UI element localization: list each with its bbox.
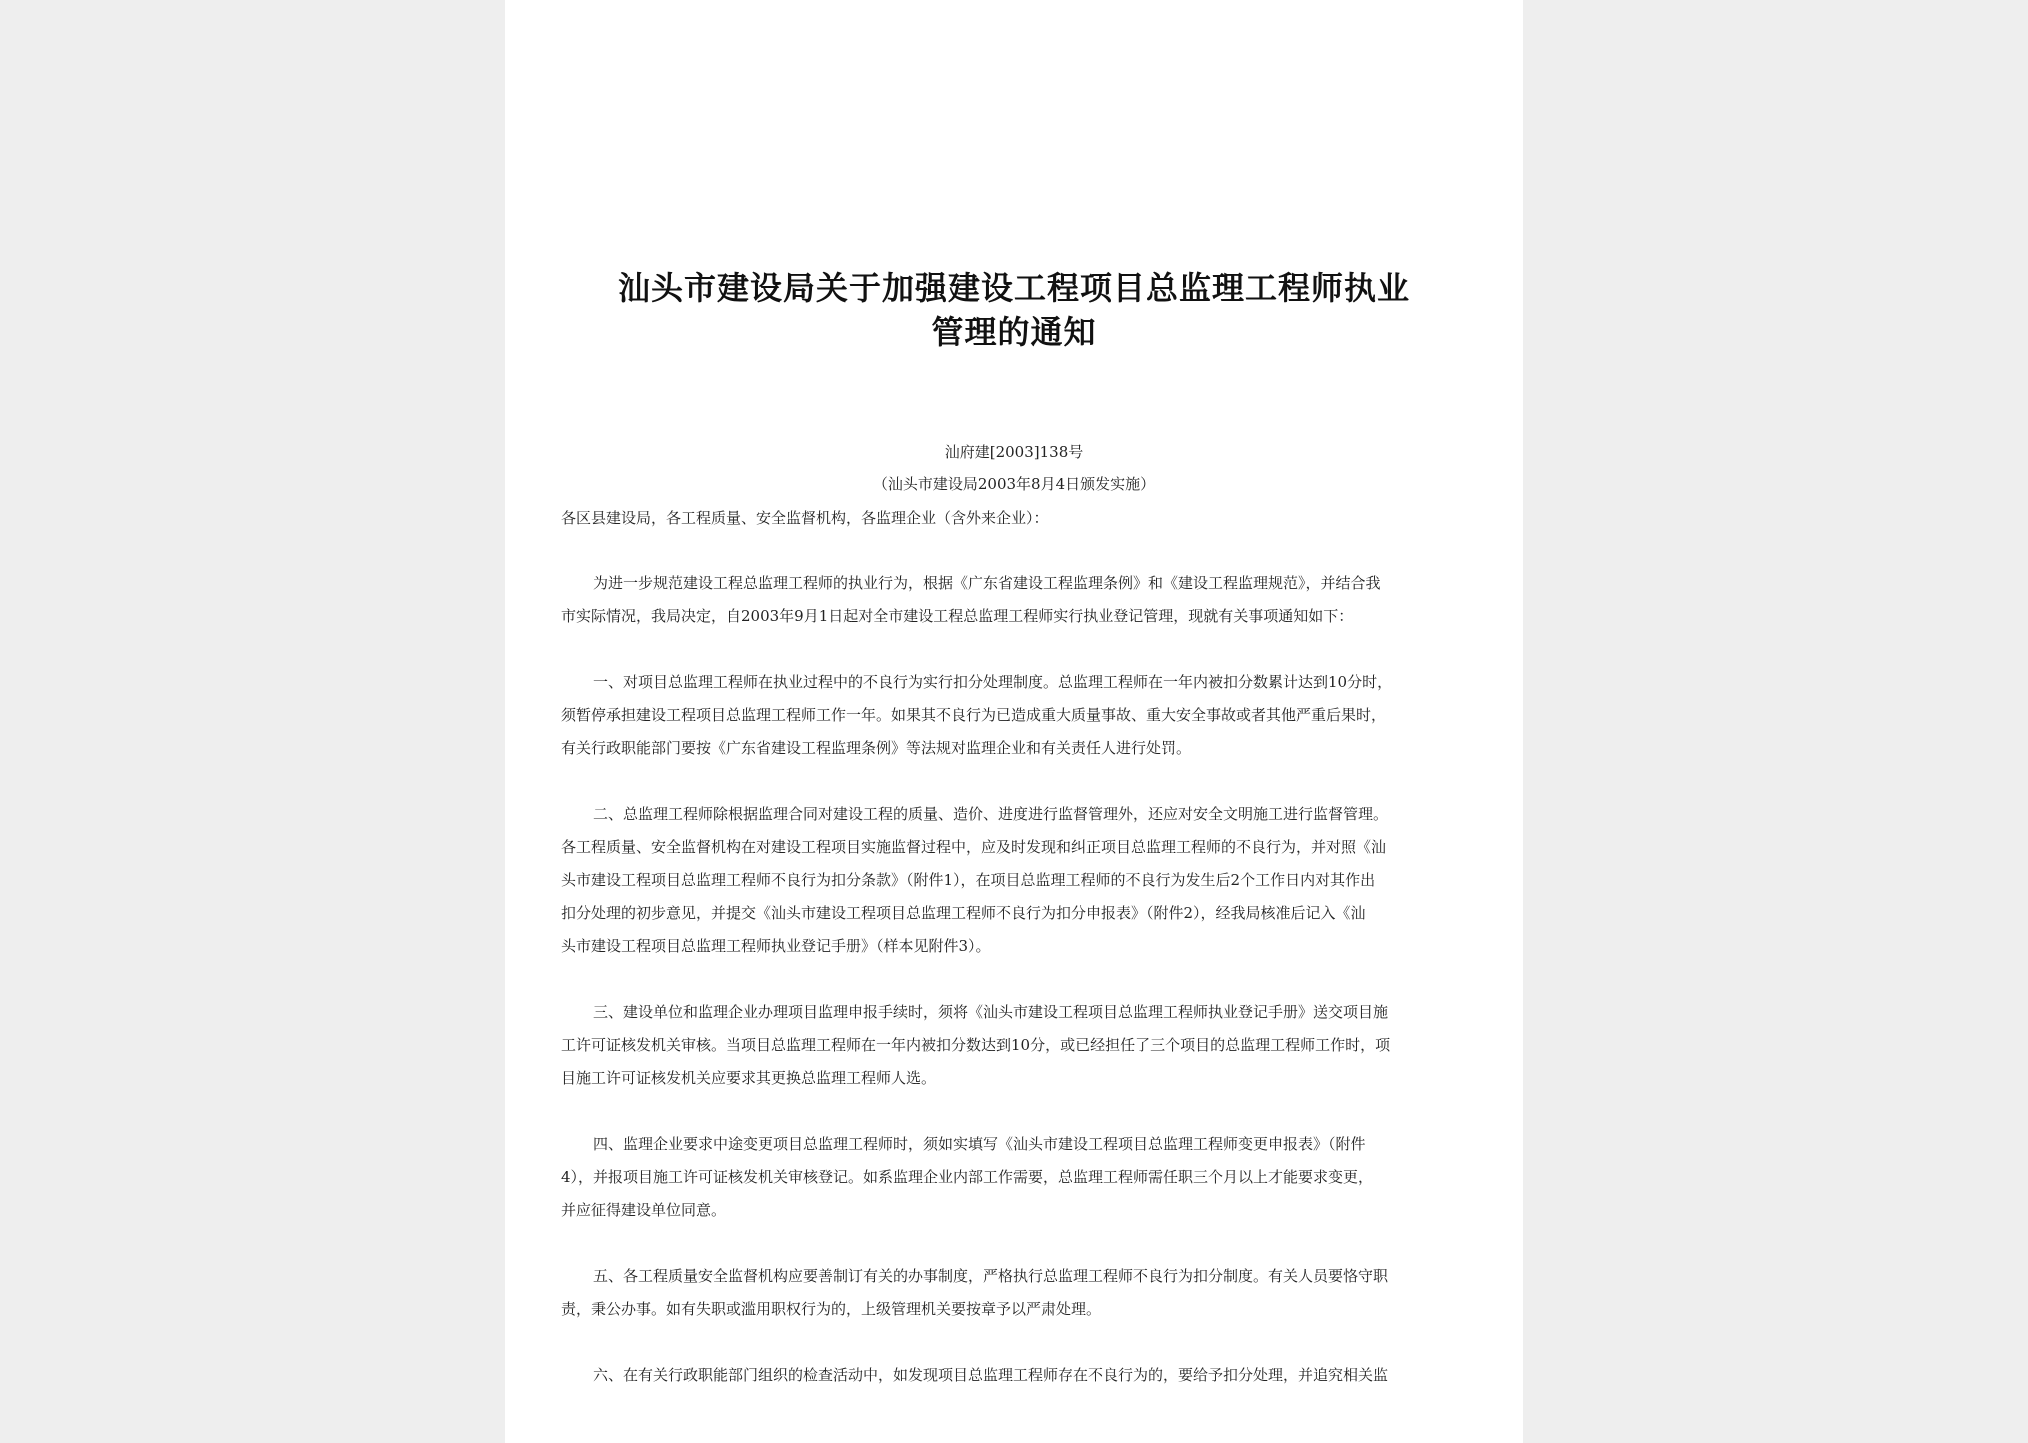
item5-line: 五、各工程质量安全监督机构应要善制订有关的办事制度，严格执行总监理工程师不良行为扣分制度。有关人员要恪守职 [593,1267,1389,1285]
item1-line: 一、对项目总监理工程师在执业过程中的不良行为实行扣分处理制度。总监理工程师在一年内被扣分数累计达到10分时， [593,673,1393,691]
item3-line: 工许可证核发机关审核。当项目总监理工程师在一年内被扣分数达到10分，或已经担任了三个项目的总监理工程师工作时，项 [561,1036,1391,1054]
intro-line: 市实际情况，我局决定，自2003年9月1日起对全市建设工程总监理工程师实行执业登记管理，现就有关事项通知如下： [561,607,1354,625]
item2-line: 二、总监理工程师除根据监理合同对建设工程的质量、造价、进度进行监督管理外，还应对安全文明施工进行监督管理。 [593,805,1389,823]
item2-line: 扣分处理的初步意见，并提交《汕头市建设工程项目总监理工程师不良行为扣分申报表》（附件2），经我局核准后记入《汕 [561,904,1366,922]
item2-line: 头市建设工程项目总监理工程师执业登记手册》（样本见附件3）。 [561,937,991,955]
item6-line: 六、在有关行政职能部门组织的检查活动中，如发现项目总监理工程师存在不良行为的，要给予扣分处理，并追究相关监 [593,1366,1389,1384]
item4-line: 4），并报项目施工许可证核发机关审核登记。如系监理企业内部工作需要，总监理工程师需任职三个月以上才能要求变更， [561,1168,1374,1186]
document-title-line2: 管理的通知 [931,313,1097,351]
recipients-line: 各区县建设局，各工程质量、安全监督机构，各监理企业（含外来企业）： [561,509,1049,527]
item3-line: 目施工许可证核发机关应要求其更换总监理工程师人选。 [561,1069,937,1087]
intro-line: 为进一步规范建设工程总监理工程师的执业行为，根据《广东省建设工程监理条例》和《建设工程监理规范》，并结合我 [593,574,1381,592]
item1-line: 有关行政职能部门要按《广东省建设工程监理条例》等法规对监理企业和有关责任人进行处罚。 [561,739,1192,757]
item3-line: 三、建设单位和监理企业办理项目监理申报手续时，须将《汕头市建设工程项目总监理工程师执业登记手册》送交项目施 [593,1003,1389,1021]
item4-line: 并应征得建设单位同意。 [561,1201,727,1219]
item1-line: 须暂停承担建设工程项目总监理工程师工作一年。如果其不良行为已造成重大质量事故、重大安全事故或者其他严重后果时， [561,706,1387,724]
item2-line: 头市建设工程项目总监理工程师不良行为扣分条款》（附件1），在项目总监理工程师的不良行为发生后2个工作日内对其作出 [561,871,1376,889]
issue-note: （汕头市建设局2003年8月4日颁发实施） [872,475,1156,493]
document-number: 汕府建[2003]138号 [944,443,1084,461]
document-page [505,0,1523,1443]
item4-line: 四、监理企业要求中途变更项目总监理工程师时，须如实填写《汕头市建设工程项目总监理工程师变更申报表》（附件 [593,1135,1366,1153]
item2-line: 各工程质量、安全监督机构在对建设工程项目实施监督过程中，应及时发现和纠正项目总监理工程师的不良行为，并对照《汕 [561,838,1387,856]
document-title-line1: 汕头市建设局关于加强建设工程项目总监理工程师执业 [617,269,1410,307]
item5-line: 责，秉公办事。如有失职或滥用职权行为的，上级管理机关要按章予以严肃处理。 [561,1300,1102,1318]
